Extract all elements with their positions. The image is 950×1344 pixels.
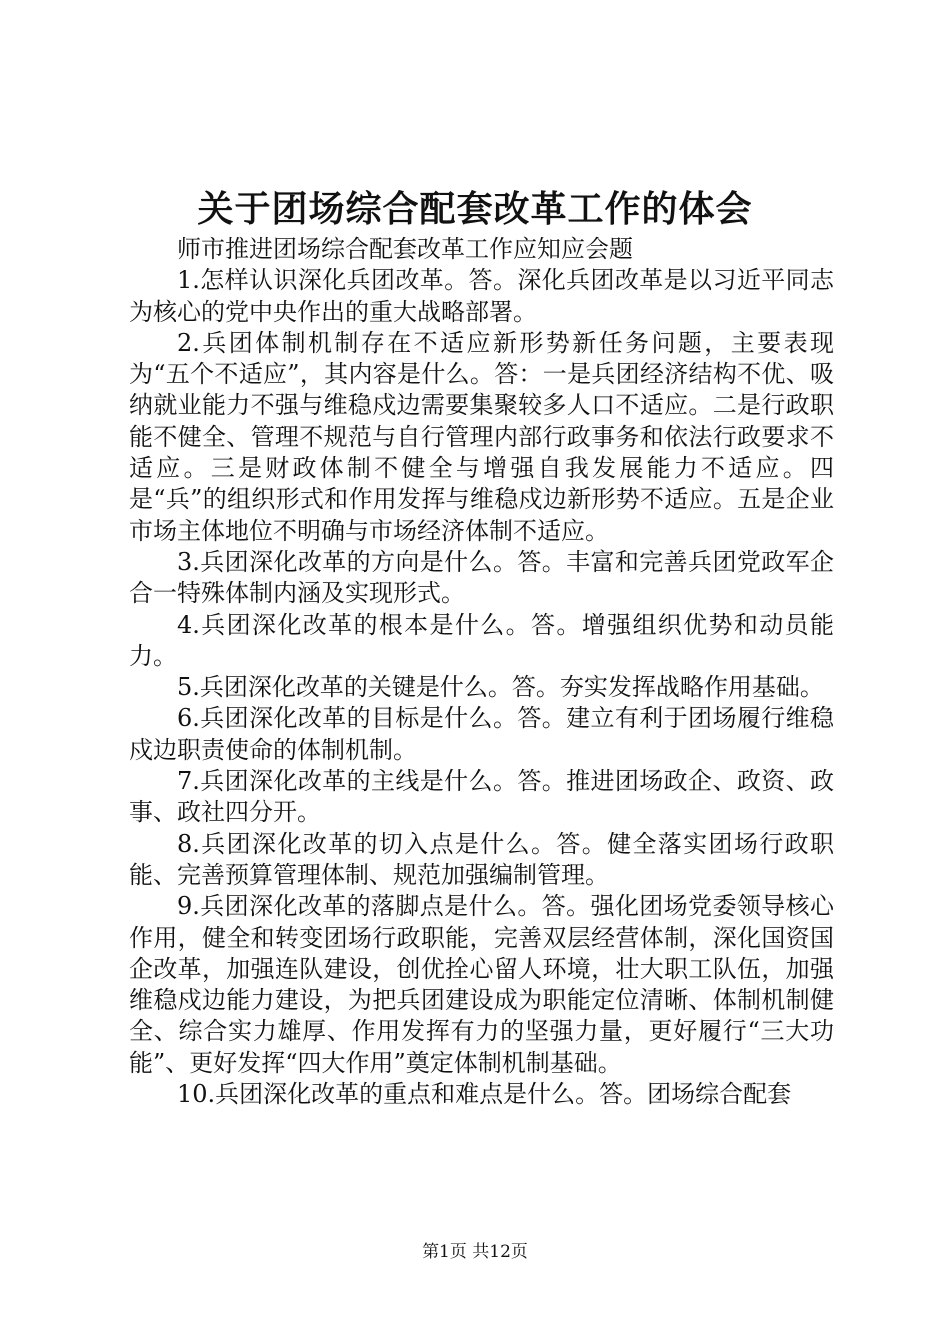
paragraph-6: 6.兵团深化改革的目标是什么。答。建立有利于团场履行维稳戍边职责使命的体制机制。	[129, 704, 834, 764]
page-footer: 第1页 共12页	[422, 1242, 528, 1262]
paragraph-4: 4.兵团深化改革的根本是什么。答。增强组织优势和动员能力。	[129, 610, 834, 670]
paragraph-7: 7.兵团深化改革的主线是什么。答。推进团场政企、政资、政事、政社四分开。	[129, 767, 834, 827]
paragraph-9: 9.兵团深化改革的落脚点是什么。答。强化团场党委领导核心作用，健全和转变团场行政职能，完善双层经营体制，深化国资国企改革，加强连队建设，创优拴心留人环境，壮大职工队伍，加强维稳戍边能力建设，为把兵团建设成为职能定位清晰、体制机制健全、综合实力雄厚、作用发挥有力的坚强力量，更好履行“三大功能”、更好发挥“四大作用”奠定体制机制基础。	[129, 892, 834, 1077]
paragraph-2: 2.兵团体制机制存在不适应新形势新任务问题，主要表现为“五个不适应”，其内容是什么。答：一是兵团经济结构不优、吸纳就业能力不强与维稳戍边需要集聚较多人口不适应。二是行政职能不健全、管理不规范与自行管理内部行政事务和依法行政要求不适应。三是财政体制不健全与增强自我发展能力不适应。四是“兵”的组织形式和作用发挥与维稳戍边新形势不适应。五是企业市场主体地位不明确与市场经济体制不适应。	[129, 328, 834, 545]
document-title: 关于团场综合配套改革工作的体会	[197, 188, 753, 230]
paragraph-5: 5.兵团深化改革的关键是什么。答。夯实发挥战略作用基础。	[177, 673, 824, 702]
paragraph-1: 1.怎样认识深化兵团改革。答。深化兵团改革是以习近平同志为核心的党中央作出的重大战略部署。	[129, 266, 834, 326]
paragraph-8: 8.兵团深化改革的切入点是什么。答。健全落实团场行政职能、完善预算管理体制、规范加强编制管理。	[129, 829, 834, 889]
paragraph-10: 10.兵团深化改革的重点和难点是什么。答。团场综合配套	[177, 1080, 792, 1109]
document-body	[129, 234, 834, 1110]
paragraph-3: 3.兵团深化改革的方向是什么。答。丰富和完善兵团党政军企合一特殊体制内涵及实现形式。	[129, 547, 834, 608]
document-subtitle: 师市推进团场综合配套改革工作应知应会题	[177, 235, 633, 263]
